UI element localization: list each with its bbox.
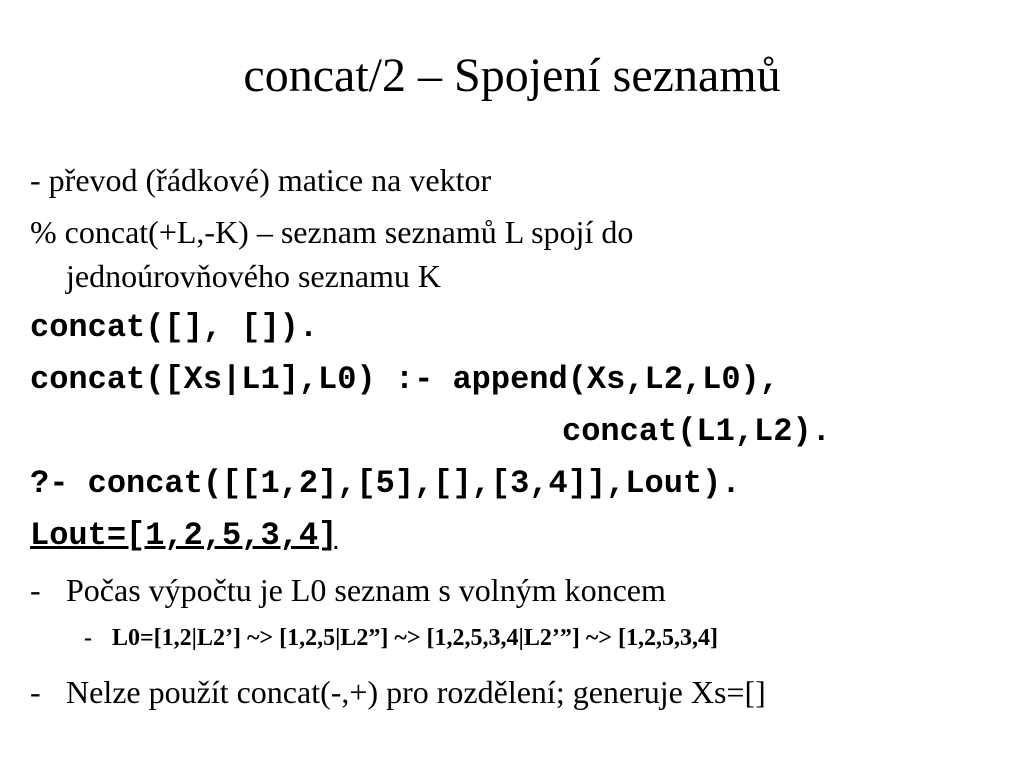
sub-bullet-trace: L0=[1,2|L2’] ~> [1,2,5|L2”] ~> [1,2,5,3,4|L2’”] ~> [1,2,5,3,4]: [112, 625, 718, 651]
code-line-result: Lout=[1,2,5,3,4]: [30, 517, 338, 554]
code-line-recursive-case: concat([Xs|L1],L0) :- append(Xs,L2,L0),: [30, 361, 779, 398]
text-line-matrix-to-vector: - převod (řádkové) matice na vektor: [30, 162, 492, 198]
bullet-marker-open-end: -: [30, 572, 41, 608]
code-line-recursive-call: concat(L1,L2).: [562, 413, 831, 450]
slide-title: concat/2 – Spojení seznamů: [243, 49, 781, 102]
text-line-concat-comment-continued: jednoúrovňového seznamu K: [66, 258, 442, 294]
code-line-query: ?- concat([[1,2],[5],[],[3,4]],Lout).: [30, 465, 741, 502]
text-line-concat-comment: % concat(+L,-K) – seznam seznamů L spojí do: [30, 214, 634, 250]
bullet-marker-no-split: -: [30, 674, 41, 710]
bullet-text-open-end: Počas výpočtu je L0 seznam s volným koncem: [66, 572, 666, 608]
bullet-text-no-split: Nelze použít concat(-,+) pro rozdělení; generuje Xs=[]: [66, 674, 766, 710]
code-line-base-case: concat([], []).: [30, 309, 319, 346]
sub-bullet-marker: -: [84, 625, 92, 651]
